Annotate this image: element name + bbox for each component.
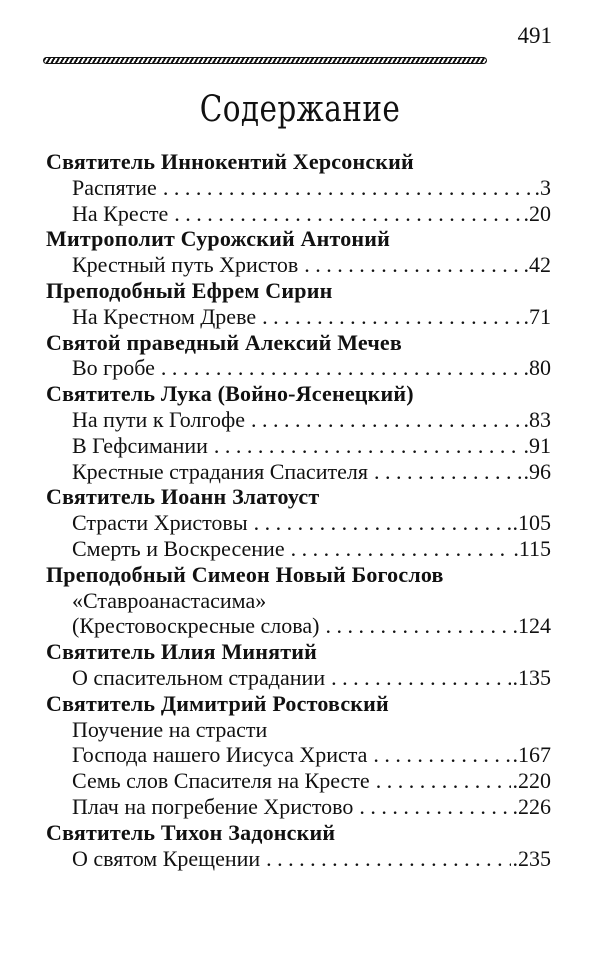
toc-entry[interactable] (46, 510, 551, 536)
leader-dots (304, 252, 521, 278)
leader-dots (163, 175, 533, 201)
toc-author: Святитель Илия Минятий (46, 639, 318, 665)
leader-dots (254, 510, 511, 536)
toc-author: Святитель Тихон Задонский (46, 819, 336, 845)
toc-entry-page: .135 (512, 664, 551, 690)
leader-dots (266, 846, 510, 872)
toc-author: Святитель Иоанн Златоуст (46, 484, 320, 510)
toc-entry[interactable] (46, 717, 551, 743)
toc-entry[interactable] (46, 433, 551, 459)
toc-entry-page: .124 (512, 613, 551, 639)
leader-dots (262, 304, 521, 330)
toc-author: Преподобный Симеон Новый Богослов (46, 561, 444, 587)
toc-author: Святитель Иннокентий Херсонский (46, 149, 414, 174)
toc-author: Митрополит Сурожский Антоний (46, 226, 391, 252)
toc-entry-title: Смерть и Воскресение (72, 535, 285, 561)
toc-entry-page: .71 (523, 303, 551, 329)
toc-entry-title: Семь слов Спасителя на Кресте (72, 768, 370, 794)
leader-dots (373, 742, 510, 768)
toc-entry[interactable] (46, 407, 551, 433)
toc-entry[interactable] (46, 459, 551, 485)
toc-entry-page: .105 (512, 510, 551, 536)
toc-author: Святитель Лука (Войно-Ясенецкий) (46, 381, 414, 407)
leader-dots (374, 459, 522, 485)
toc-entry[interactable] (46, 355, 551, 381)
toc-entry-page: .226 (512, 793, 551, 819)
leader-dots (291, 536, 512, 562)
toc-entry-page: .80 (523, 355, 551, 381)
toc-entry-title: (Крестовоскресные слова) (72, 613, 320, 639)
toc-entry-title: На Кресте (72, 200, 169, 226)
toc-entry-title: Крестные страдания Спасителя (72, 458, 368, 484)
toc-entry-title: О спасительном страдании (72, 664, 326, 690)
rope-ornament-divider (43, 57, 487, 64)
leader-dots (161, 355, 522, 381)
toc-entry-page: .20 (523, 200, 551, 226)
toc-entry[interactable] (46, 846, 551, 872)
toc-author: Преподобный Ефрем Сирин (46, 277, 333, 303)
toc-entry-title: Крестный путь Христов (72, 252, 299, 278)
page-title: Содержание (199, 89, 401, 130)
toc-entry-title: О святом Крещении (72, 845, 261, 871)
toc-entry[interactable] (46, 768, 551, 794)
toc-entry-title: Поучение на страсти (72, 716, 268, 742)
toc-entry[interactable] (46, 613, 551, 639)
toc-entry[interactable] (46, 665, 551, 691)
leader-dots (376, 768, 511, 794)
toc-entry-page: .115 (513, 535, 551, 561)
toc-author: Святитель Димитрий Ростовский (46, 690, 389, 716)
toc-entry-page: .91 (523, 432, 551, 458)
page-number: 491 (517, 23, 552, 48)
leader-dots (214, 433, 522, 459)
toc-entry-title: «Ставроанастасима» (72, 587, 267, 613)
toc-entry-title: На Крестном Древе (72, 303, 257, 329)
toc-entry-title: Страсти Христовы (72, 510, 248, 536)
toc-entry-page: .83 (523, 406, 551, 432)
toc-entry-page: .167 (512, 742, 551, 768)
toc-author: Святой праведный Алексий Мечев (46, 329, 402, 355)
toc-entry-page: .3 (534, 174, 551, 200)
leader-dots (359, 794, 510, 820)
toc-entry-title: Господа нашего Иисуса Христа (72, 742, 368, 768)
leader-dots (331, 665, 510, 691)
toc-entry-page: .42 (523, 252, 551, 278)
leader-dots (174, 201, 521, 227)
toc-entry-title: В Гефсимании (72, 432, 208, 458)
toc-entry[interactable] (46, 742, 551, 768)
toc-entry-title: Во гробе (72, 355, 155, 381)
toc-entry[interactable] (46, 588, 551, 614)
toc-entry[interactable] (46, 794, 551, 820)
toc-entry[interactable] (46, 252, 551, 278)
toc-entry-page: .96 (523, 458, 551, 484)
toc-entry-title: Распятие (72, 174, 157, 200)
toc-entry[interactable] (46, 175, 551, 201)
toc-entry-title: Плач на погребение Христово (72, 793, 354, 819)
toc-entry-page: .220 (512, 768, 551, 794)
toc-entry-title: На пути к Голгофе (72, 406, 245, 432)
toc-entry-page: .235 (512, 845, 551, 871)
toc-entry[interactable] (46, 536, 551, 562)
toc-entry[interactable] (46, 201, 551, 227)
toc-entry[interactable] (46, 304, 551, 330)
leader-dots (251, 407, 522, 433)
leader-dots (325, 613, 510, 639)
table-of-contents (46, 149, 551, 871)
